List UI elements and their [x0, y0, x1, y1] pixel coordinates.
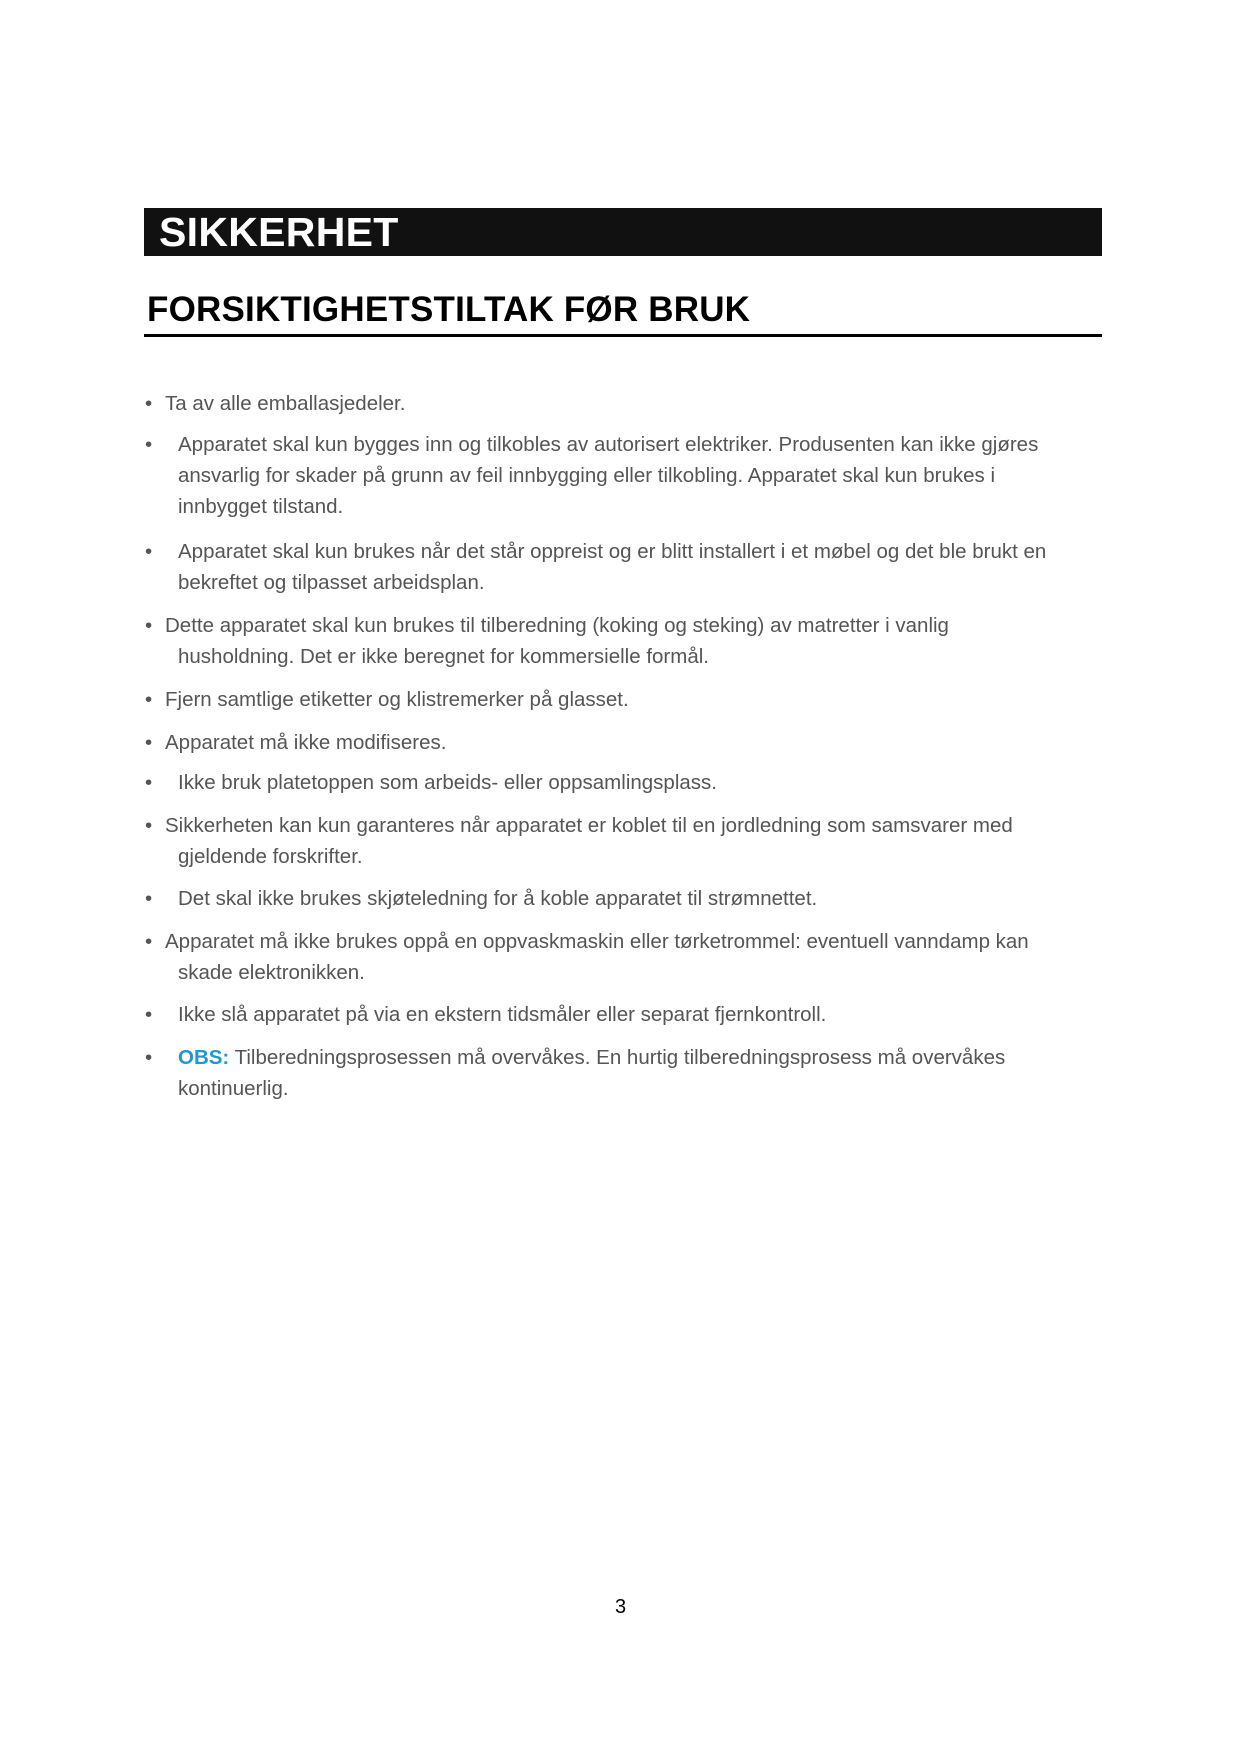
list-item-text: Sikkerheten kan kun garanteres når apparatet er koblet til en jordledning som samsvarer med gjeldende forskrifter.: [165, 814, 1013, 868]
bullet-icon: •: [145, 930, 153, 953]
section-title: SIKKERHET: [159, 209, 399, 255]
list-item-text: Apparatet skal kun brukes når det står oppreist og er blitt installert i et møbel og det ble brukt en bekreftet og tilpasset arbeidsplan.: [178, 540, 1047, 594]
list-item-text: Apparatet skal kun bygges inn og tilkobles av autorisert elektriker. Produsenten kan ikke gjøres ansvarlig for skader på grunn av feil innbygging eller tilkobling. Apparatet skal kun brukes i innbygget tilstand.: [178, 433, 1039, 518]
list-item-text: Ikke bruk platetoppen som arbeids- eller oppsamlingsplass.: [178, 771, 717, 794]
list-item-text: Ikke slå apparatet på via en ekstern tidsmåler eller separat fjernkontroll.: [178, 1003, 827, 1026]
bullet-icon: •: [145, 771, 153, 794]
list-item-text: Apparatet må ikke modifiseres.: [165, 731, 447, 754]
list-item-text: Det skal ikke brukes skjøteledning for å koble apparatet til strømnettet.: [178, 887, 818, 910]
page-number: 3: [614, 1596, 627, 1618]
list-item-text: Dette apparatet skal kun brukes til tilberedning (koking og steking) av matretter i vanlig husholdning. Det er ikke beregnet for kommersielle formål.: [165, 614, 949, 668]
list-item-text: Apparatet må ikke brukes oppå en oppvaskmaskin eller tørketrommel: eventuell vanndamp kan skade elektronikken.: [165, 930, 1029, 984]
bullet-icon: •: [145, 731, 153, 754]
subsection-title: FORSIKTIGHETSTILTAK FØR BRUK: [147, 290, 751, 329]
section-header-bar: [144, 208, 1102, 256]
bullet-icon: •: [145, 433, 153, 456]
bullet-icon: •: [145, 1003, 153, 1026]
bullet-icon: •: [145, 887, 153, 910]
bullet-icon: •: [145, 392, 153, 415]
bullet-icon: •: [145, 1046, 153, 1069]
subsection-underline: [144, 334, 1102, 337]
list-item-text: Ta av alle emballasjedeler.: [165, 392, 406, 415]
obs-label: OBS:: [178, 1046, 230, 1069]
list-item-text: OBS: Tilberedningsprosessen må overvåkes. En hurtig tilberedningsprosess må overvåkes kontinuerlig.: [178, 1046, 1006, 1100]
list-item-text: Fjern samtlige etiketter og klistremerker på glasset.: [165, 688, 629, 711]
bullet-icon: •: [145, 688, 153, 711]
bullet-icon: •: [145, 614, 153, 637]
bullet-icon: •: [145, 540, 153, 563]
bullet-icon: •: [145, 814, 153, 837]
